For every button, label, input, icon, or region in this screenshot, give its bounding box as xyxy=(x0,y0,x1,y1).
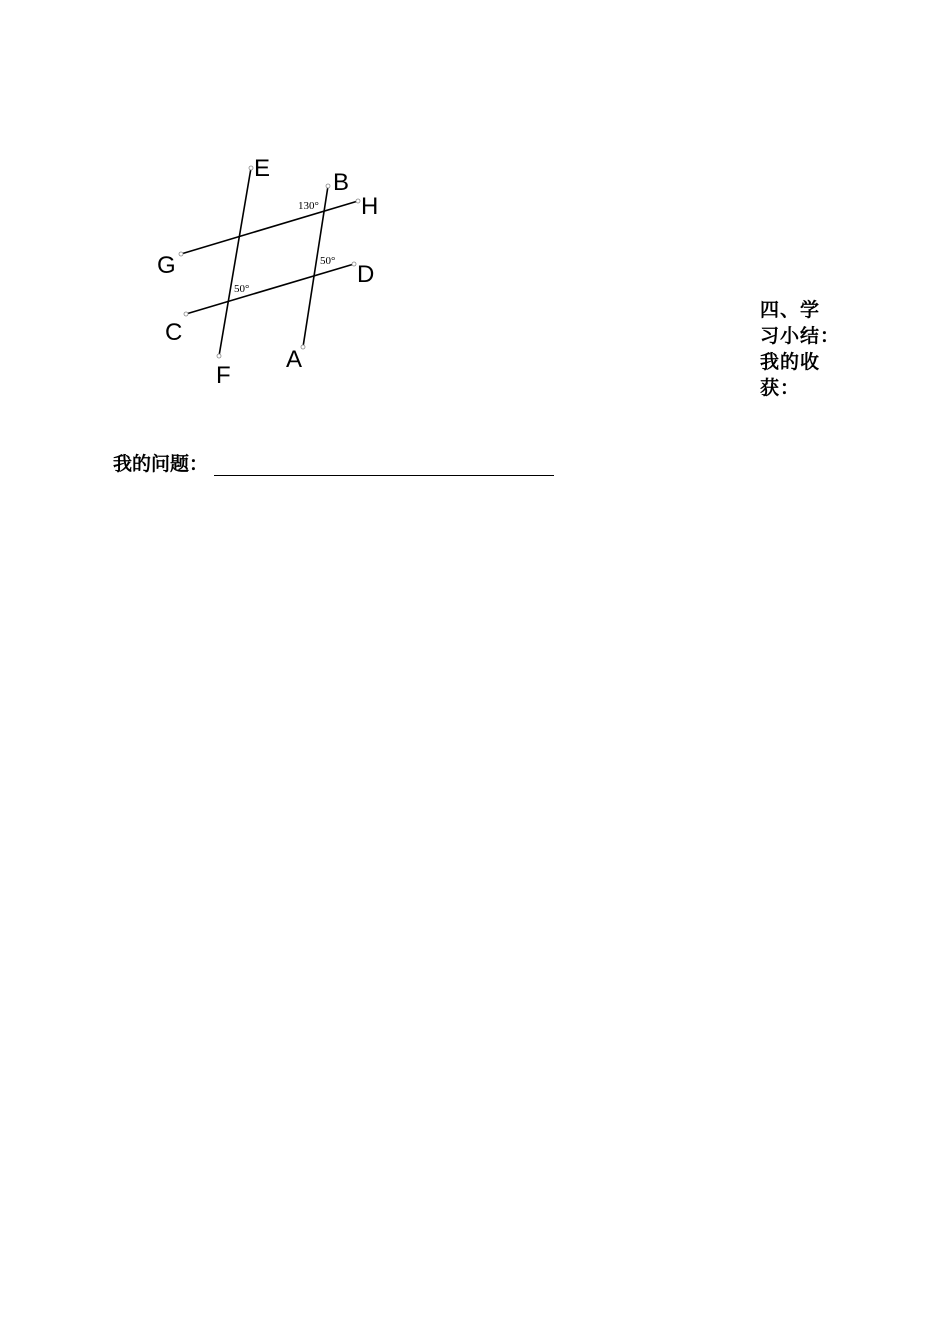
point-label-g: G xyxy=(157,252,176,279)
answer-blank-line[interactable] xyxy=(214,455,554,476)
point-label-c: C xyxy=(165,319,183,346)
endpoint-h xyxy=(356,199,360,203)
summary-line: 获： xyxy=(760,377,801,399)
angle-label-50-upper: 50° xyxy=(320,255,336,267)
learning-summary-section xyxy=(760,297,840,401)
my-question-section xyxy=(113,449,554,476)
summary-line: 习小结： xyxy=(760,325,841,347)
angle-label-50-lower: 50° xyxy=(234,283,250,295)
summary-line: 我的收 xyxy=(760,351,821,373)
point-label-a: A xyxy=(286,346,303,373)
point-label-h: H xyxy=(361,193,379,220)
endpoint-e xyxy=(249,166,253,170)
line-gh xyxy=(181,201,358,254)
line-ef xyxy=(219,168,251,356)
endpoint-g xyxy=(179,252,183,256)
my-question-label: 我的问题： xyxy=(113,453,209,475)
point-label-b: B xyxy=(333,169,350,196)
endpoint-d xyxy=(352,262,356,266)
point-label-f: F xyxy=(216,362,231,389)
endpoint-b xyxy=(326,184,330,188)
summary-line: 四、学 xyxy=(760,299,821,321)
point-label-d: D xyxy=(357,261,375,288)
line-cd xyxy=(186,264,354,314)
endpoint-c xyxy=(184,312,188,316)
angle-label-130: 130° xyxy=(298,200,319,212)
endpoint-f xyxy=(217,354,221,358)
point-label-e: E xyxy=(254,155,271,182)
